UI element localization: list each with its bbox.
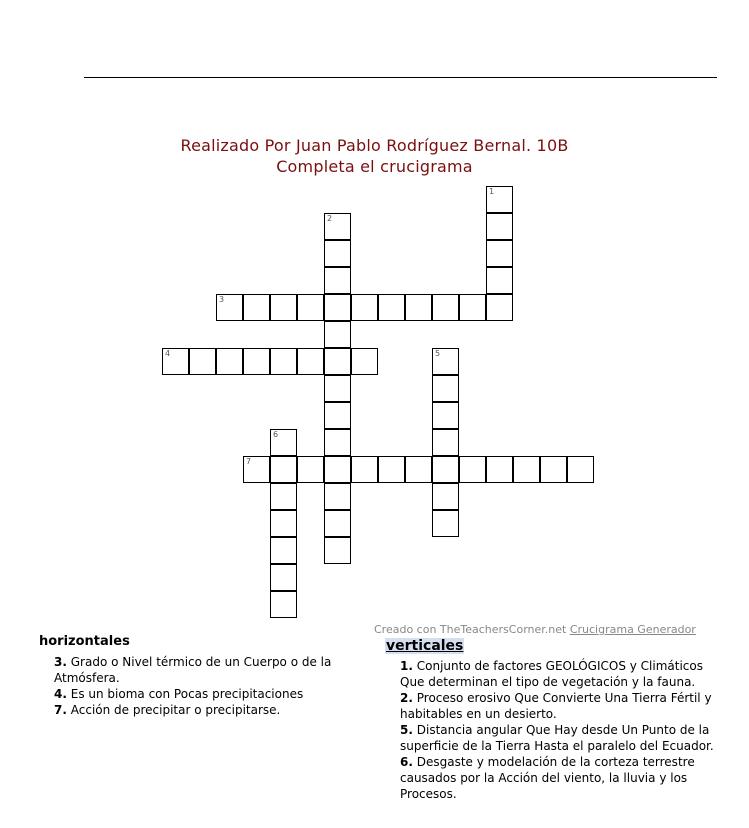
crossword-cell[interactable] <box>297 456 324 483</box>
crossword-cell[interactable] <box>270 294 297 321</box>
crossword-cell[interactable] <box>459 294 486 321</box>
down-clues <box>385 638 720 802</box>
crossword-cell[interactable] <box>351 348 378 375</box>
generator-link[interactable]: Crucigrama Generador <box>569 623 696 636</box>
crossword-cell[interactable] <box>486 267 513 294</box>
crossword-cell[interactable] <box>351 456 378 483</box>
clue-item <box>400 690 720 722</box>
crossword-cell[interactable] <box>216 294 243 321</box>
page-subtitle: Completa el crucigrama <box>276 157 473 176</box>
clue-text: Conjunto de factores GEOLÓGICOS y Climáticos Que determinan el tipo de vegetación y la fauna. <box>400 659 703 689</box>
crossword-cell[interactable] <box>162 348 189 375</box>
clue-number: 6. <box>400 755 413 769</box>
crossword-cell[interactable] <box>324 348 351 375</box>
clue-text: Desgaste y modelación de la corteza terrestre causados por la Acción del viento, la lluvia y los Procesos. <box>400 755 695 801</box>
clue-text: Distancia angular Que Hay desde Un Punto de la superficie de la Tierra Hasta el paralelo del Ecuador. <box>400 723 714 753</box>
crossword-cell[interactable] <box>270 429 297 456</box>
crossword-cell[interactable] <box>243 456 270 483</box>
clue-item <box>400 658 720 690</box>
top-divider <box>84 77 717 78</box>
clue-number: 3. <box>54 655 67 669</box>
crossword-cell[interactable] <box>189 348 216 375</box>
crossword-cell[interactable] <box>324 456 351 483</box>
crossword-cell[interactable] <box>432 510 459 537</box>
cell-number: 1 <box>489 187 495 196</box>
cell-number: 7 <box>246 457 252 466</box>
crossword-cell[interactable] <box>270 591 297 618</box>
down-heading: verticales <box>386 638 464 654</box>
credit-line <box>374 623 696 636</box>
cell-number: 4 <box>165 349 171 358</box>
crossword-cell[interactable] <box>297 348 324 375</box>
crossword-cell[interactable] <box>270 564 297 591</box>
clue-item <box>400 722 720 754</box>
clue-number: 1. <box>400 659 413 673</box>
crossword-cell[interactable] <box>270 510 297 537</box>
page-title: Realizado Por Juan Pablo Rodríguez Bernal. 10B <box>180 136 569 155</box>
clue-item <box>54 654 354 686</box>
crossword-cell[interactable] <box>324 537 351 564</box>
crossword-cell[interactable] <box>486 294 513 321</box>
clue-item <box>54 686 354 702</box>
crossword-cell[interactable] <box>324 213 351 240</box>
clue-item <box>400 754 720 802</box>
crossword-cell[interactable] <box>324 267 351 294</box>
crossword-cell[interactable] <box>486 213 513 240</box>
crossword-cell[interactable] <box>324 510 351 537</box>
crossword-cell[interactable] <box>324 240 351 267</box>
crossword-cell[interactable] <box>432 402 459 429</box>
clue-text: Proceso erosivo Que Convierte Una Tierra Fértil y habitables en un desierto. <box>400 691 712 721</box>
clue-text: Grado o Nivel térmico de un Cuerpo o de la Atmósfera. <box>54 655 332 685</box>
crossword-cell[interactable] <box>486 456 513 483</box>
crossword-cell[interactable] <box>432 429 459 456</box>
crossword-cell[interactable] <box>216 348 243 375</box>
crossword-cell[interactable] <box>243 348 270 375</box>
clue-item <box>54 702 354 718</box>
crossword-cell[interactable] <box>324 321 351 348</box>
crossword-cell[interactable] <box>432 348 459 375</box>
crossword-cell[interactable] <box>459 456 486 483</box>
crossword-cell[interactable] <box>324 402 351 429</box>
across-clues <box>39 634 354 718</box>
clue-number: 5. <box>400 723 413 737</box>
crossword-cell[interactable] <box>540 456 567 483</box>
crossword-cell[interactable] <box>243 294 270 321</box>
cell-number: 5 <box>435 349 441 358</box>
credit-text: Creado con TheTeachersCorner.net <box>374 623 567 636</box>
crossword-cell[interactable] <box>351 294 378 321</box>
across-heading: horizontales <box>39 634 130 649</box>
crossword-cell[interactable] <box>270 456 297 483</box>
clue-number: 2. <box>400 691 413 705</box>
crossword-cell[interactable] <box>324 483 351 510</box>
clue-text: Acción de precipitar o precipitarse. <box>70 703 281 717</box>
crossword-cell[interactable] <box>567 456 594 483</box>
crossword-cell[interactable] <box>324 429 351 456</box>
crossword-cell[interactable] <box>324 375 351 402</box>
crossword-cell[interactable] <box>405 294 432 321</box>
crossword-cell[interactable] <box>270 348 297 375</box>
crossword-cell[interactable] <box>378 456 405 483</box>
crossword-cell[interactable] <box>405 456 432 483</box>
cell-number: 3 <box>219 295 225 304</box>
crossword-cell[interactable] <box>432 294 459 321</box>
cell-number: 6 <box>273 430 279 439</box>
crossword-cell[interactable] <box>324 294 351 321</box>
crossword-cell[interactable] <box>297 294 324 321</box>
crossword-cell[interactable] <box>486 186 513 213</box>
crossword-cell[interactable] <box>270 537 297 564</box>
clue-number: 4. <box>54 687 67 701</box>
clue-text: Es un bioma con Pocas precipitaciones <box>70 687 304 701</box>
crossword-cell[interactable] <box>270 483 297 510</box>
crossword-cell[interactable] <box>432 456 459 483</box>
crossword-cell[interactable] <box>513 456 540 483</box>
crossword-cell[interactable] <box>432 483 459 510</box>
clue-number: 7. <box>54 703 67 717</box>
crossword-cell[interactable] <box>378 294 405 321</box>
crossword-cell[interactable] <box>432 375 459 402</box>
crossword-cell[interactable] <box>486 240 513 267</box>
cell-number: 2 <box>327 214 333 223</box>
